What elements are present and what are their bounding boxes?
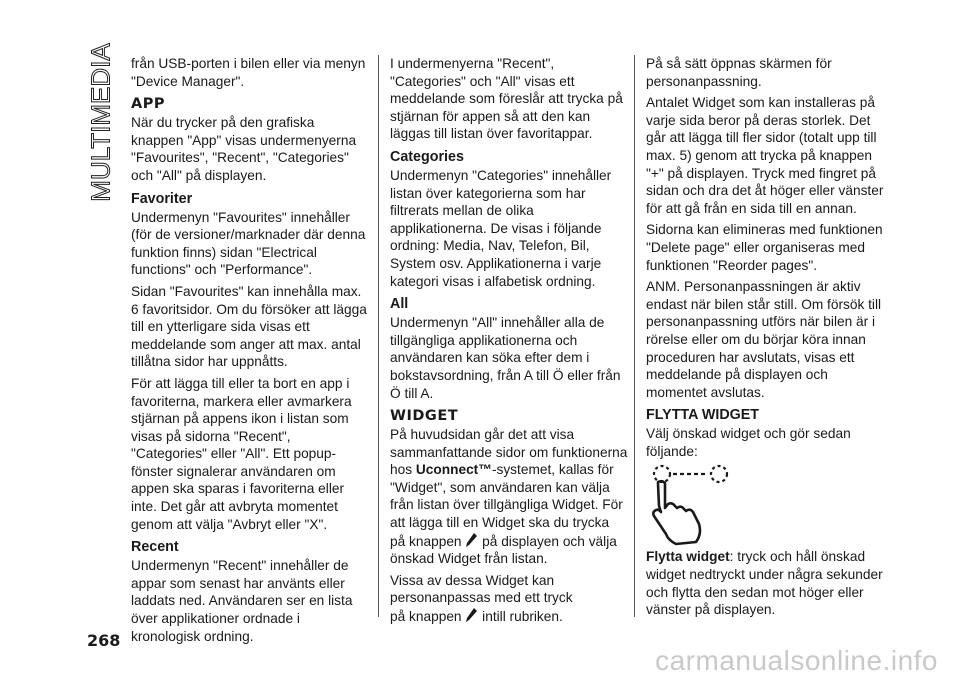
paragraph: Undermenyn "Recent" innehåller de appar som senast har använts eller laddats ned. Användaren ser en lista över applikationer ordnade i kronologisk ordning. xyxy=(131,558,353,644)
paragraph-text: på knappen xyxy=(390,609,462,625)
heading-all: All xyxy=(390,296,409,313)
brand-name: Uconnect™ xyxy=(415,462,492,478)
paragraph-text: På huvudsidan går det att visa sammanfattande sidor om funktionerna hos xyxy=(390,427,628,478)
text-column-2 xyxy=(390,55,628,630)
paragraph: Undermenyn "All" innehåller alla de tillgängliga applikationerna och användaren kan söka efter dem i bokstavsordning, från A till Ö eller från Ö till A. xyxy=(390,315,621,401)
paragraph-text: -systemet, kallas för "Widget", som användaren kan välja från listan över tillgängliga Widget. För att lägga till en Widget ska du trycka xyxy=(390,462,623,531)
paragraph: Välj önskad widget och gör sedan följande: xyxy=(646,426,851,459)
paragraph xyxy=(390,572,628,626)
heading-widget: WIDGET xyxy=(390,408,459,425)
text-column-1 xyxy=(131,55,367,649)
paragraph: På så sätt öppnas skärmen för personanpassning. xyxy=(646,56,832,89)
drag-gesture-icon xyxy=(646,464,736,546)
pencil-icon xyxy=(465,607,478,623)
paragraph xyxy=(390,426,628,568)
paragraph-text: Vissa av dessa Widget kan personanpassas med ett tryck xyxy=(390,572,573,606)
watermark: carmanualsonline.info xyxy=(655,645,938,676)
paragraph-text: på displayen och välja önskad Widget från listan. xyxy=(390,533,617,567)
paragraph: Sidan "Favourites" kan innehålla max. 6 favoritsidor. Om du försöker att lägga till en ytterligare sida visas ett meddelande som anger att max. antal tillåtna sidor har uppnåtts. xyxy=(131,283,367,370)
section-title-vertical xyxy=(85,42,116,202)
paragraph: I undermenyerna "Recent", "Categories" och "All" visas ett meddelande som föreslår att trycka på stjärnan för appen så att den kan läggas till listan över favoritappar. xyxy=(390,56,623,142)
heading-categories: Categories xyxy=(390,148,464,165)
paragraph-text: intill rubriken. xyxy=(478,609,563,625)
pencil-icon xyxy=(465,532,478,548)
column-divider xyxy=(634,55,635,617)
paragraph: För att lägga till eller ta bort en app i favoriterna, markera eller avmarkera stjärnan på appens ikon i listan som visas på sidorna "Recent", "Categories" eller "All". Ett popup-fönster signalerar användaren om appen ska sparas i favoriterna eller inte. Det går att avbryta momentet genom att välja "Avbryt eller "X". xyxy=(131,375,352,532)
paragraph: Undermenyn "Favourites" innehåller (för de versioner/marknader där denna funktion finns) sidan "Electrical functions" och "Performance". xyxy=(131,209,366,278)
paragraph: från USB-porten i bilen eller via menyn "Device Manager". xyxy=(131,56,366,89)
paragraph: ANM. Personanpassningen är aktiv endast när bilen står still. Om försök till personanpassning utförs när bilen är i rörelse eller om du börjar köra innan proceduren har avslutats, visas ett meddelande på displayen och momentet avslutas. xyxy=(646,279,882,400)
paragraph xyxy=(646,548,886,618)
paragraph-text: på knappen xyxy=(390,533,462,549)
heading-flytta-widget: FLYTTA WIDGET xyxy=(646,407,760,424)
column-divider xyxy=(378,55,379,617)
paragraph-text: : tryck och håll önskad widget nedtryckt under några sekunder och flytta den sedan mot höger eller vänster på displayen. xyxy=(646,549,883,618)
heading-favoriter: Favoriter xyxy=(131,190,193,207)
paragraph: Antalet Widget som kan installeras på varje sida beror på deras storlek. Det går att lägga till fler sidor (totalt upp till max. 5) genom att trycka på knappen "+" på displayen. Tryck med fingret på sidan och dra det åt höger eller vänster för att gå från en sida till en annan. xyxy=(646,95,884,216)
paragraph: Sidorna kan elimineras med funktionen "Delete page" eller organiseras med funktionen "Reorder pages". xyxy=(646,222,883,273)
heading-app: APP xyxy=(131,96,165,113)
term-flytta-widget: Flytta widget xyxy=(646,549,730,565)
page-number: 268 xyxy=(87,631,121,650)
paragraph: Undermenyn "Categories" innehåller listan över kategorierna som har filtrerats mellan de olika applikationerna. De visas i följande ordning: Media, Nav, Telefon, Bil, System osv. Applikationerna i varje kategori visas i alfabetisk ordning. xyxy=(390,167,612,289)
paragraph: När du trycker på den grafiska knappen "App" visas undermenyerna "Favourites", "Recent", "Categories" och "All" på displayen. xyxy=(131,115,357,183)
text-column-3 xyxy=(646,55,886,623)
heading-recent: Recent xyxy=(131,539,179,556)
section-title-text: MULTIMEDIA xyxy=(85,42,116,202)
